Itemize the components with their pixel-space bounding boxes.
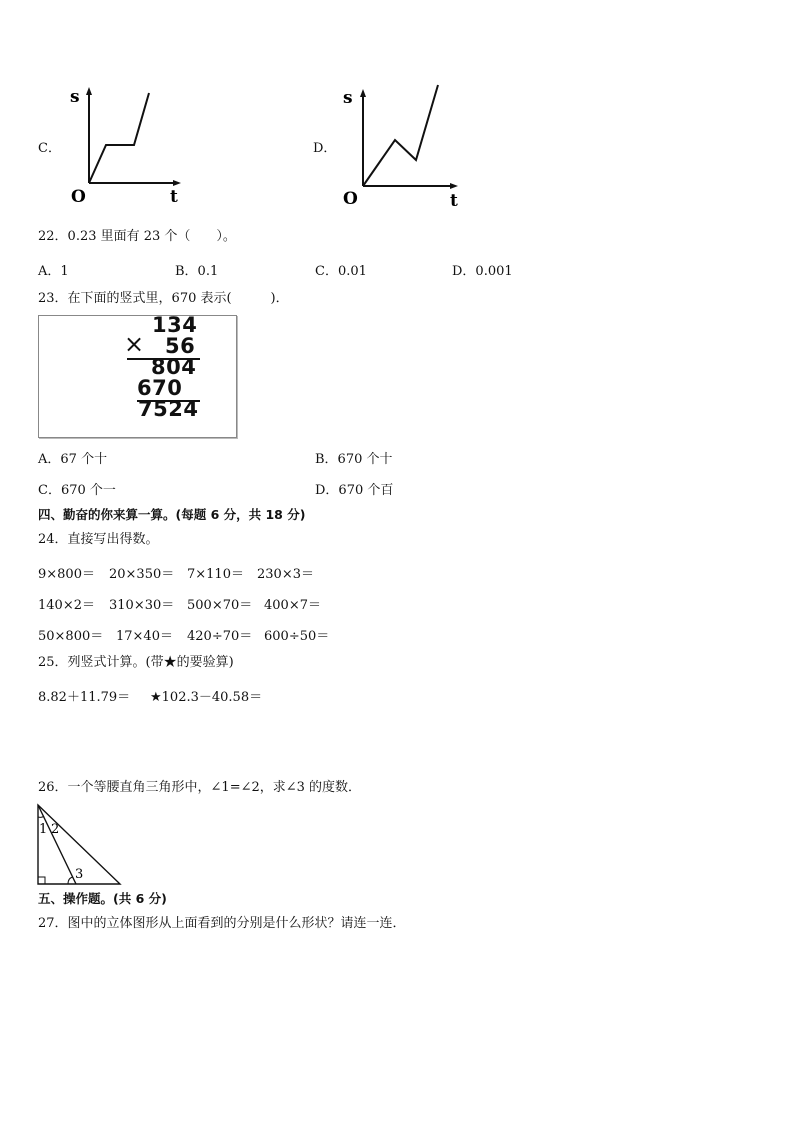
angle-3-label: 3 [75,867,84,882]
multiply-sign: × [124,330,145,358]
angle-1-label: 1 [39,822,48,837]
partial-product-2: 670 [137,376,183,400]
q23-option-c[interactable]: C．670 个一 [38,483,116,498]
graph-c-y-label: s [70,87,80,107]
q26-text: 26．一个等腰直角三角形中，∠1=∠2，求∠3 的度数． [38,780,362,795]
angle-1-arc [38,816,44,817]
q22-option-d[interactable]: D．0.001 [452,264,513,279]
graph-d-x-label: t [450,191,458,211]
multiplicand: 134 [152,313,198,337]
q27-text: 27．图中的立体图形从上面看到的分别是什么形状？请连一连． [38,916,406,931]
graph-c-origin: O [71,187,86,207]
q24-item: 17×40＝ [116,629,173,644]
q25-text: 25．列竖式计算。(带★的要验算) [38,655,234,670]
right-triangle-figure [34,800,126,890]
q24-item: 50×800＝ [38,629,104,644]
graph-d-line [363,85,438,186]
partial-product-1: 804 [151,355,197,379]
q24-item: 400×7＝ [264,598,321,613]
graph-d-y-arrow [360,89,366,97]
q22-option-a[interactable]: A．1 [38,264,69,279]
angle-2-label: 2 [51,822,60,837]
angle-3-arc [68,877,73,884]
section-4-title: 四、勤奋的你来算一算。(每题 6 分，共 18 分) [38,507,306,522]
q23-option-b[interactable]: B．670 个十 [315,452,393,467]
q23-text: 23．在下面的竖式里，670 表示( )． [38,291,289,306]
q24-text: 24．直接写出得数。 [38,532,159,547]
q24-item: 500×70＝ [187,598,253,613]
multiplier: 56 [165,334,196,358]
q24-item: 140×2＝ [38,598,95,613]
q23-option-a[interactable]: A．67 个十 [38,452,108,467]
q22-option-c[interactable]: C．0.01 [315,264,367,279]
q24-item: 310×30＝ [109,598,175,613]
q24-item: 9×800＝ [38,567,95,582]
product-result: 7524 [138,397,199,421]
section-5-title: 五、操作题。(共 6 分) [38,891,167,906]
q25-item-2: ★102.3－40.58＝ [150,690,263,705]
q22-option-b[interactable]: B．0.1 [175,264,219,279]
q24-item: 600÷50＝ [264,629,330,644]
q23-option-d[interactable]: D．670 个百 [315,483,394,498]
right-angle-mark [38,877,45,884]
graph-c-x-label: t [170,187,178,207]
graph-c-y-arrow [86,87,92,95]
graph-d-x-arrow [450,183,458,189]
q24-item: 7×110＝ [187,567,244,582]
option-d-label: D． [313,141,337,156]
q24-item: 20×350＝ [109,567,175,582]
graph-c-x-arrow [173,180,181,186]
q22-text: 22．0.23 里面有 23 个（ ）。 [38,229,236,244]
graph-d [338,82,468,212]
q24-item: 230×3＝ [257,567,314,582]
graph-d-origin: O [343,189,358,209]
graph-c [60,85,190,210]
q25-item-1: 8.82＋11.79＝ [38,690,131,705]
graph-d-y-label: s [343,88,353,108]
vertical-multiplication-box [38,315,237,438]
q24-item: 420÷70＝ [187,629,253,644]
option-c-label: C． [38,141,61,156]
graph-c-line [89,93,149,183]
